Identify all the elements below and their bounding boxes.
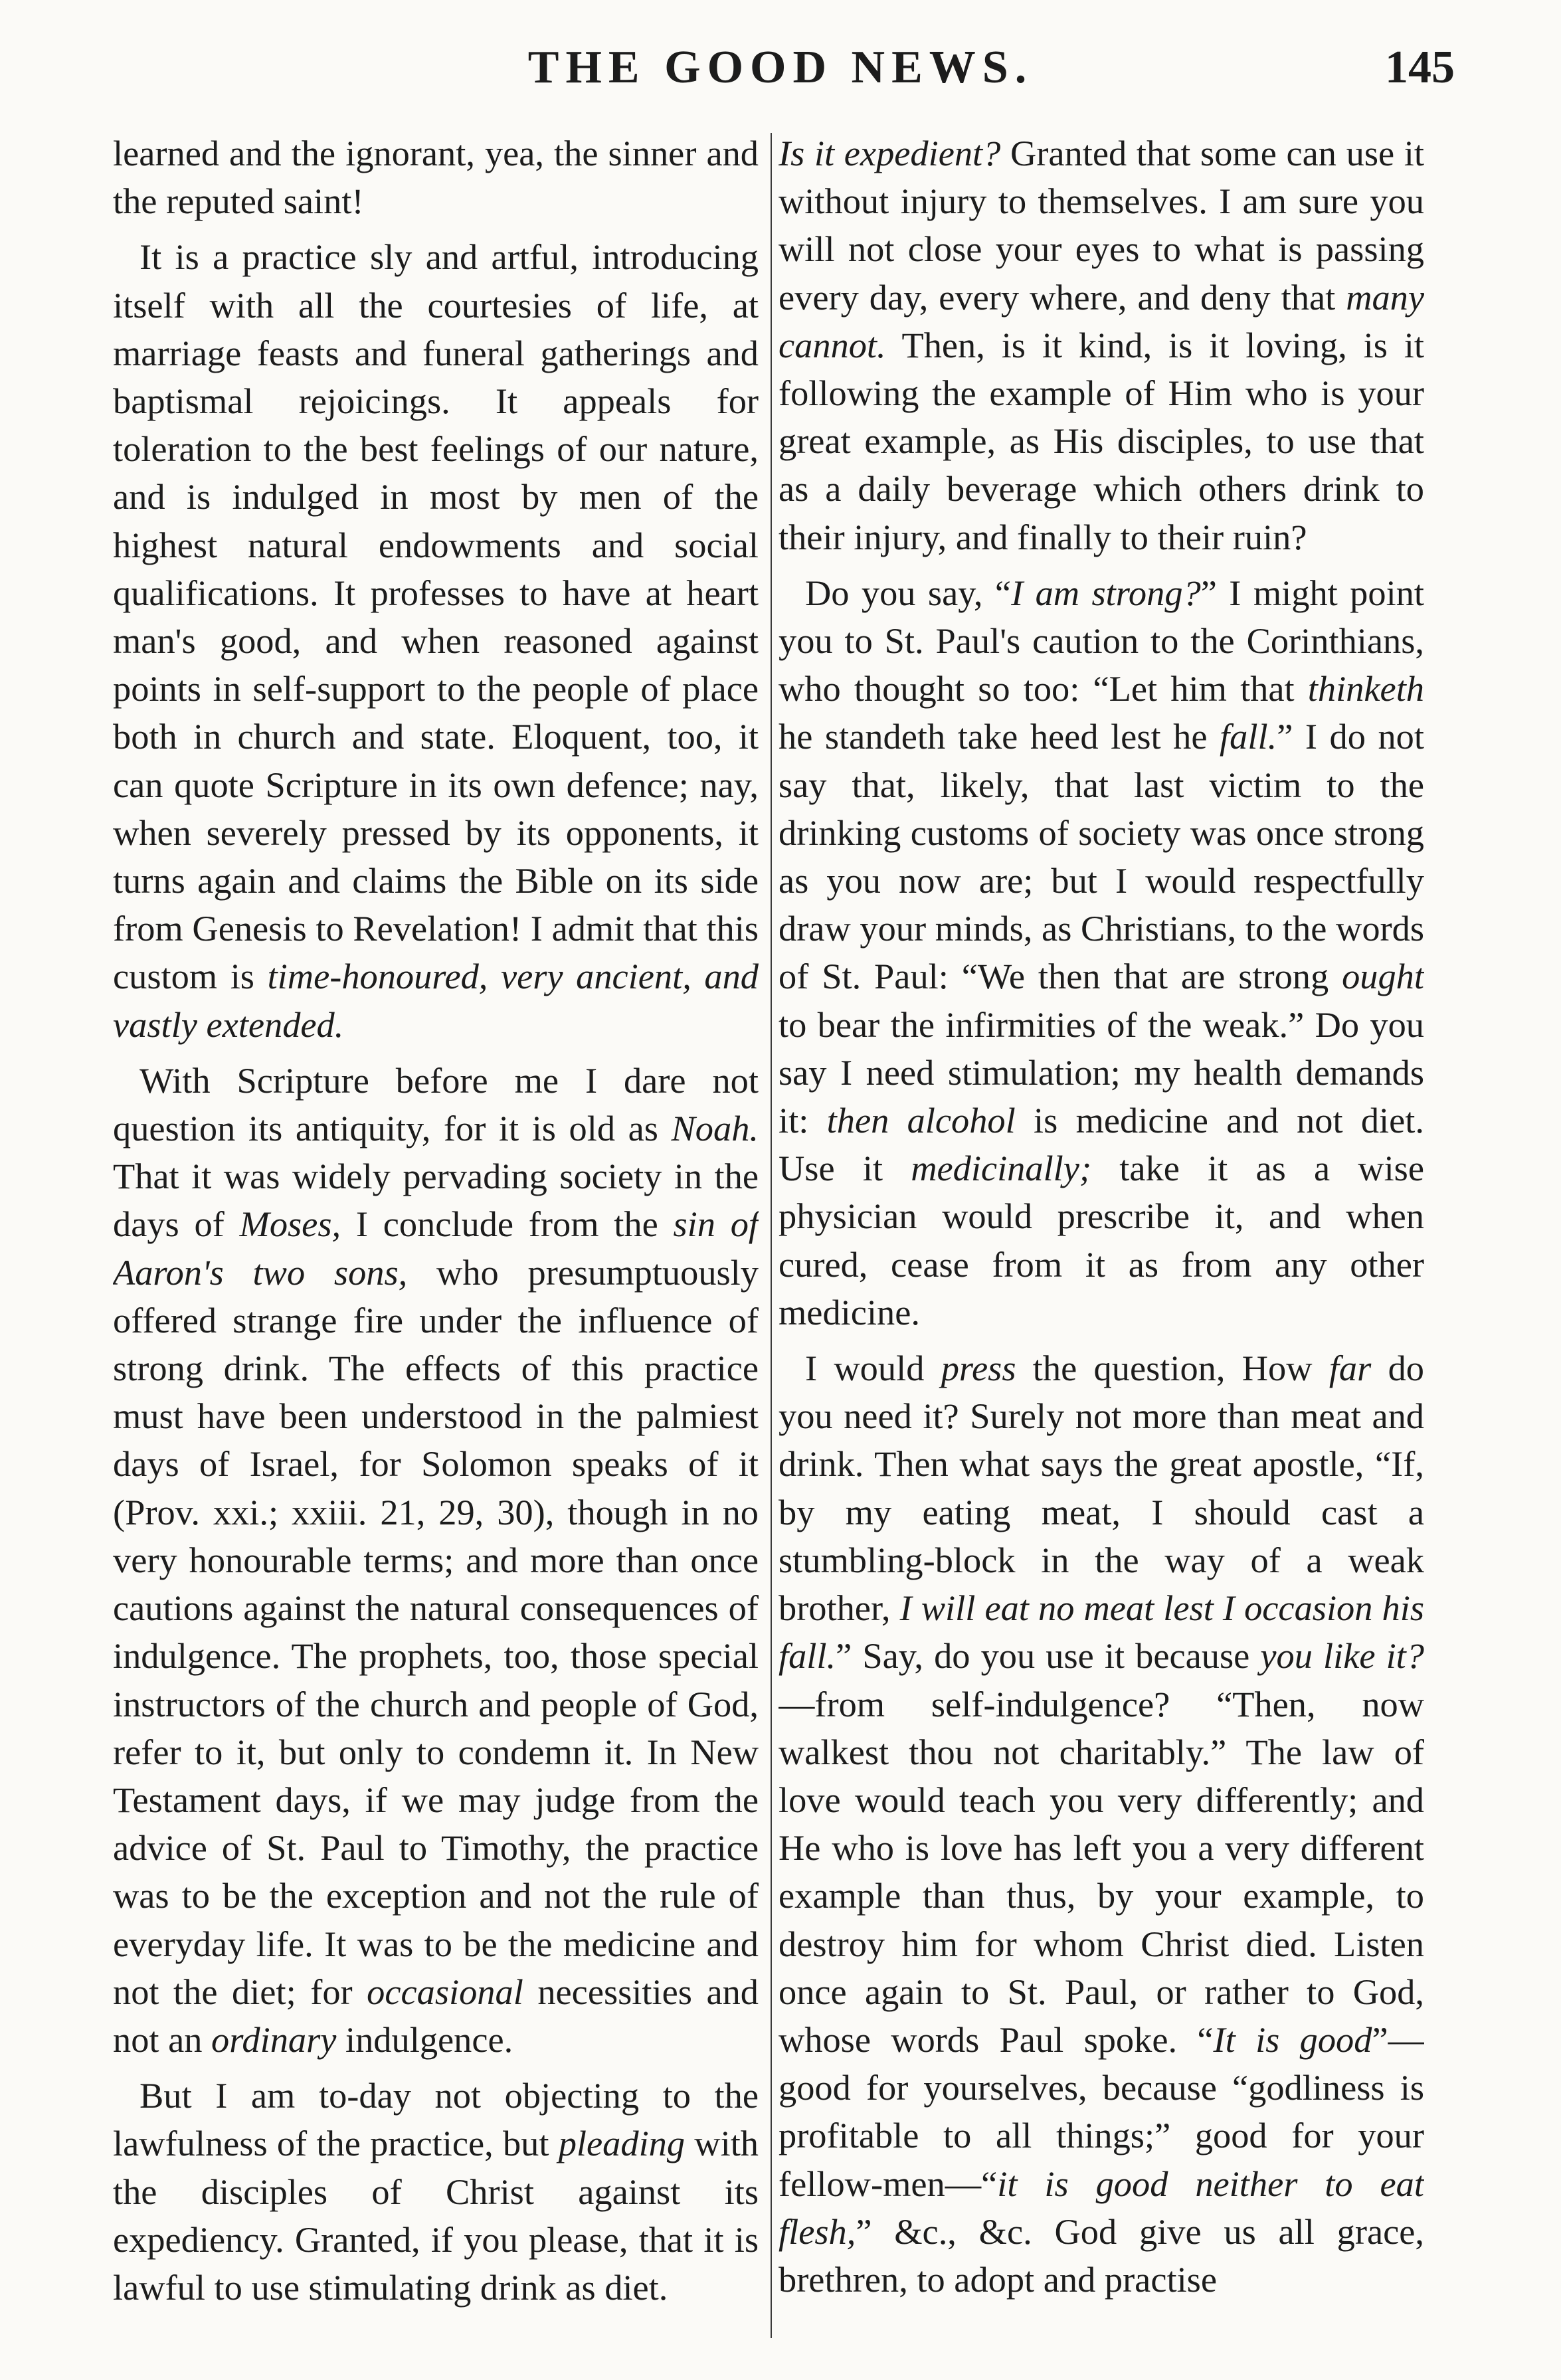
italic-run: time-honoured, very ancient, and vastly extended.	[113, 957, 759, 1045]
italic-run: press	[941, 1348, 1016, 1389]
paragraph	[779, 1344, 1424, 2304]
paragraph	[113, 233, 759, 1048]
text-run: do you need it? Surely not more than meat and drink. Then what says the great apostle, “If, by my eating meat, I should cast a stumbling-block in the way of a weak brother,	[779, 1348, 1424, 1629]
italic-run: fall.	[1220, 717, 1277, 757]
text-run: I conclude from the	[341, 1204, 674, 1245]
italic-run: occasional	[367, 1971, 523, 2012]
paragraph	[779, 130, 1424, 561]
text-run: is medicine and not diet. Use it	[779, 1101, 1424, 1189]
text-run: ” Say, do you use it because	[836, 1636, 1261, 1677]
text-run: the question, How	[1016, 1348, 1329, 1389]
italic-run: ordinary	[211, 2019, 337, 2060]
italic-run: thinketh	[1307, 669, 1424, 709]
text-run: who presumptuously offered strange fire under the influence of strong drink. The effects of this practice must have been understood in the palmiest days of Israel, for Solomon speaks of it (Prov. xxi.; xxiii. 21, 29, 30), though in no very honourable terms; and more than once cautions against the natural consequences of indulgence. The prophets, too, those special instructors of the church and people of God, refer to it, but only to condemn it. In New Testament days, if we may judge from the advice of St. Paul to Timothy, the practice was to be the exception and not the rule of everyday life. It was to be the medicine and not the diet; for	[113, 1252, 759, 2012]
text-run: Do you say, “	[805, 573, 1012, 613]
text-run: That it was widely pervading society in the days of	[113, 1156, 759, 1245]
text-run: with the disciples of Christ against its expediency. Granted, if you please, that it is lawful to use stimulating drink as diet.	[113, 2124, 759, 2308]
paragraph	[113, 1057, 759, 2064]
italic-run: Moses,	[239, 1204, 341, 1245]
text-run: Then, is it kind, is it loving, is it following the example of Him who is your great example, as His disciples, to use that as a daily beverage which others drink to their injury, and finally to their ruin?	[779, 325, 1424, 557]
text-run: —from self-indulgence? “Then, now walkest thou not charitably.” The law of love would teach you very differently; and He who is love has left you a very different example than thus, by your example, to destroy him for whom Christ died. Listen once again to St. Paul, or rather to God, whose words Paul spoke. “	[779, 1684, 1424, 2060]
italic-run: it is good neither to eat flesh,	[779, 2163, 1424, 2252]
text-run: ”—good for yourselves, because “godliness is profitable to all things;” good for your fellow-men—“	[779, 2019, 1424, 2204]
text-run: ” &c., &c. God give us all grace, brethren, to adopt and practise	[779, 2211, 1424, 2300]
italic-run: many cannot.	[779, 277, 1424, 365]
paragraph	[113, 130, 759, 225]
text-run: With Scripture before me I dare not question its antiquity, for it is old as	[113, 1060, 759, 1149]
italic-run: It is good	[1213, 2019, 1372, 2060]
text-run: learned and the ignorant, yea, the sinner and the reputed saint!	[113, 134, 759, 222]
text-run: ” I do not say that, likely, that last victim to the drinking customs of society was once strong as you now are; but I would respectfully draw your minds, as Christians, to the words of St. Paul: “We then that are strong	[779, 717, 1424, 997]
text-run: It is a practice sly and artful, introducing itself with all the courtesies of life, at marriage feasts and funeral gatherings and baptismal rejoicings. It appeals for toleration to the best feelings of our nature, and is indulged in most by men of the highest natural endowments and social qualifications. It professes to have at heart man's good, and when reasoned against points in self-support to the people of place both in church and state. Eloquent, too, it can quote Scripture in its own defence; nay, when severely pressed by its opponents, it turns again and claims the Bible on its side from Genesis to Revelation! I admit that this custom is	[113, 237, 759, 997]
text-run: necessities and not an	[113, 1971, 759, 2060]
italic-run: Is it expedient?	[779, 134, 1001, 173]
column-rule	[771, 133, 772, 2338]
page-header	[0, 27, 1561, 106]
running-title: THE GOOD NEWS.	[527, 42, 1034, 93]
text-run: I would	[805, 1348, 941, 1389]
text-run: take it as a wise physician would prescribe it, and when cured, cease from it as from any other medicine.	[779, 1148, 1424, 1332]
left-column	[113, 130, 759, 2341]
italic-run: you like it?	[1260, 1636, 1424, 1677]
italic-run: pleading	[558, 2124, 686, 2164]
italic-run: I will eat no meat lest I occasion his fall.	[779, 1588, 1424, 1677]
italic-run: ought	[1342, 957, 1424, 997]
text-run: to bear the infirmities of the weak.” Do you say I need stimulation; my health demands it:	[779, 1004, 1424, 1141]
text-run: indulgence.	[336, 2019, 513, 2060]
italic-run: I am strong?	[1011, 573, 1201, 613]
italic-run: medicinally;	[911, 1148, 1092, 1189]
text-run: Granted that some can use it without injury to themselves. I am sure you will not close your eyes to what is passing every day, every where, and deny that	[779, 134, 1424, 318]
italic-run: far	[1329, 1348, 1372, 1389]
italic-run: Noah.	[671, 1109, 759, 1149]
italic-run: then alcohol	[826, 1101, 1016, 1141]
text-run: But I am to-day not objecting to the lawfulness of the practice, but	[113, 2076, 759, 2164]
paragraph	[113, 2072, 759, 2312]
paragraph	[779, 569, 1424, 1336]
right-column	[779, 130, 1424, 2341]
italic-run: sin of Aaron's two sons,	[113, 1204, 759, 1293]
page-number: 145	[1385, 42, 1455, 93]
text-run: he standeth take heed lest he	[779, 717, 1220, 757]
text-run: ” I might point you to St. Paul's caution to the Corinthians, who thought so too: “Let him that	[779, 573, 1424, 709]
